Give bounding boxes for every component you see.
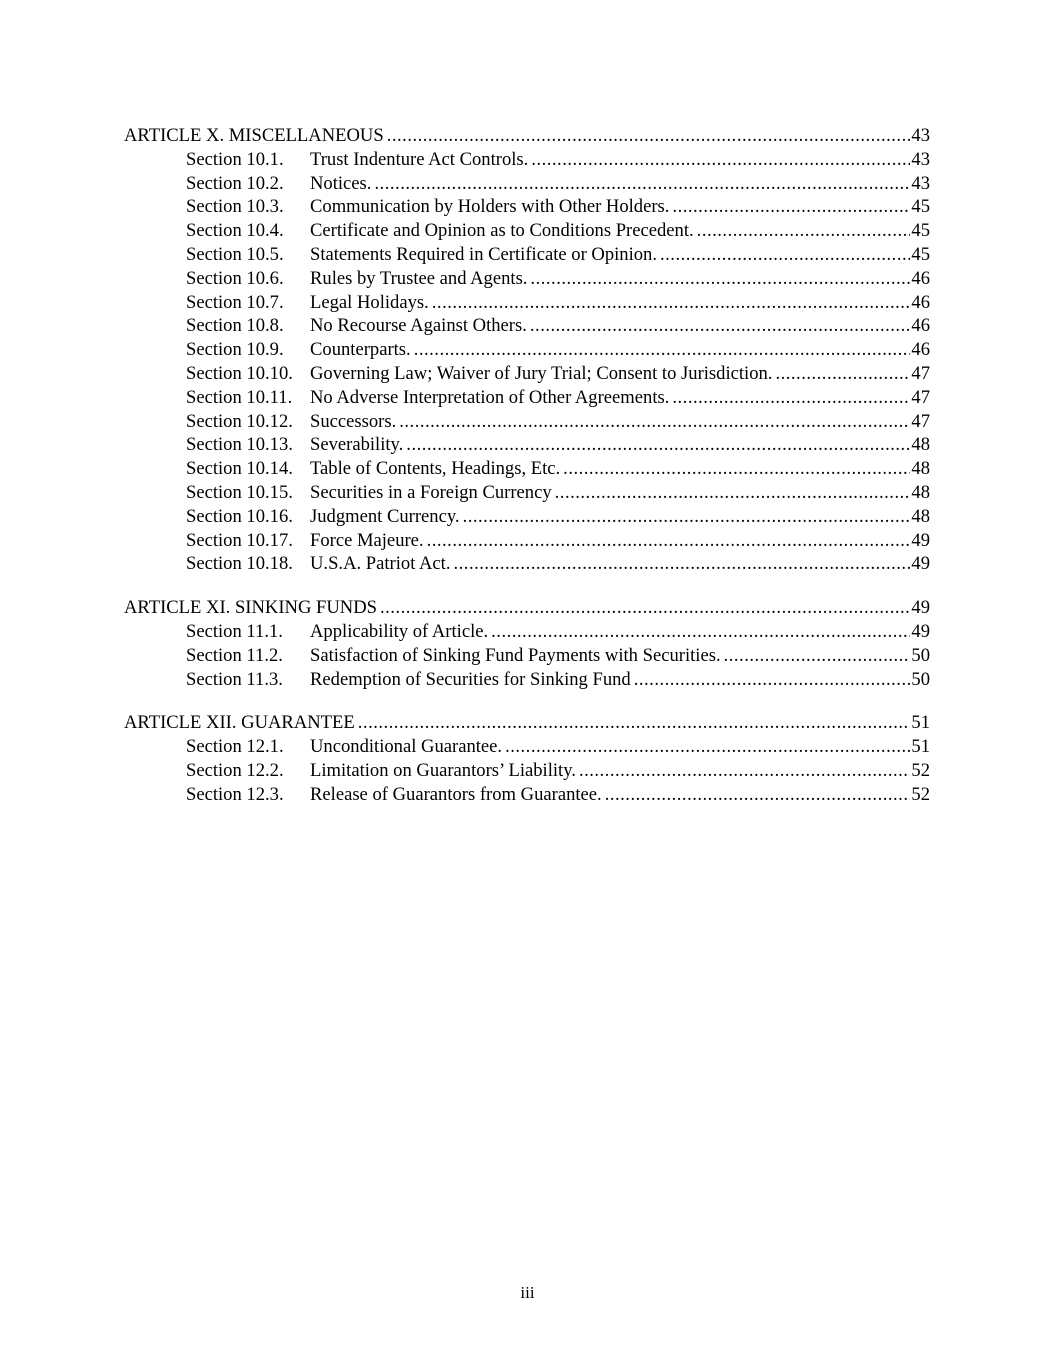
toc-section-entry[interactable] (124, 759, 930, 783)
toc-section-entry[interactable] (124, 362, 930, 386)
section-number: Section 10.10. (186, 362, 293, 384)
section-number: Section 10.4. (186, 220, 284, 242)
dot-leader (380, 596, 910, 620)
section-title: Applicability of Article. (310, 620, 489, 642)
dot-leader (530, 314, 911, 338)
section-number: Section 11.2. (186, 644, 283, 666)
toc-section-entry[interactable] (124, 735, 930, 759)
toc-section-entry[interactable] (124, 148, 930, 172)
section-page-number: 48 (911, 481, 930, 503)
dot-leader (427, 529, 911, 553)
section-number: Section 10.12. (186, 410, 293, 432)
toc-section-entry[interactable] (124, 314, 930, 338)
toc-article-entry[interactable] (124, 596, 930, 620)
dot-leader (406, 433, 910, 457)
toc-section-entry[interactable] (124, 433, 930, 457)
section-page-number: 47 (911, 386, 930, 408)
section-number: Section 10.8. (186, 315, 284, 337)
page-number-footer: iii (520, 1283, 535, 1302)
article-page-number: 49 (911, 597, 930, 619)
dot-leader (672, 386, 910, 410)
section-page-number: 49 (911, 529, 930, 551)
section-title: Notices. (310, 172, 372, 194)
section-number: Section 10.5. (186, 243, 284, 265)
section-number: Section 10.1. (186, 148, 284, 170)
section-title: Governing Law; Waiver of Jury Trial; Consent to Jurisdiction. (310, 362, 773, 384)
section-number: Section 12.3. (186, 783, 284, 805)
toc-section-entry[interactable] (124, 481, 930, 505)
section-title: Severability. (310, 434, 404, 456)
article-heading: ARTICLE XI. SINKING FUNDS (124, 597, 377, 619)
toc-article-entry[interactable] (124, 124, 930, 148)
section-page-number: 52 (911, 783, 930, 805)
section-number: Section 10.14. (186, 458, 293, 480)
section-page-number: 46 (911, 267, 930, 289)
section-page-number: 49 (911, 553, 930, 575)
section-page-number: 52 (911, 759, 930, 781)
dot-leader (634, 668, 911, 692)
dot-leader (505, 735, 910, 759)
section-title: Statements Required in Certificate or Opinion. (310, 243, 657, 265)
dot-leader (775, 362, 910, 386)
toc-section-entry[interactable] (124, 552, 930, 576)
toc-section-entry[interactable] (124, 529, 930, 553)
dot-leader (530, 267, 910, 291)
section-page-number: 48 (911, 458, 930, 480)
dot-leader (414, 338, 911, 362)
dot-leader (724, 644, 911, 668)
dot-leader (374, 172, 910, 196)
section-number: Section 10.6. (186, 267, 284, 289)
toc-section-entry[interactable] (124, 243, 930, 267)
toc-section-entry[interactable] (124, 783, 930, 807)
dot-leader (531, 148, 910, 172)
section-title: Certificate and Opinion as to Conditions Precedent. (310, 220, 694, 242)
section-title: Successors. (310, 410, 397, 432)
section-title: Redemption of Securities for Sinking Fund (310, 668, 631, 690)
dot-leader (605, 783, 911, 807)
section-title: Communication by Holders with Other Holders. (310, 196, 670, 218)
section-page-number: 48 (911, 505, 930, 527)
toc-section-entry[interactable] (124, 172, 930, 196)
section-number: Section 12.1. (186, 736, 284, 758)
toc-section-entry[interactable] (124, 195, 930, 219)
section-title: Satisfaction of Sinking Fund Payments with Securities. (310, 644, 721, 666)
section-number: Section 10.16. (186, 505, 293, 527)
dot-leader (563, 457, 910, 481)
section-number: Section 10.9. (186, 339, 284, 361)
article-spacer (124, 576, 930, 596)
section-number: Section 10.18. (186, 553, 293, 575)
article-page-number: 51 (911, 712, 930, 734)
article-heading: ARTICLE X. MISCELLANEOUS (124, 125, 384, 146)
section-page-number: 50 (911, 668, 930, 690)
toc-section-entry[interactable] (124, 505, 930, 529)
section-title: No Recourse Against Others. (310, 315, 527, 337)
toc-section-entry[interactable] (124, 267, 930, 291)
toc-article-entry[interactable] (124, 711, 930, 735)
dot-leader (432, 291, 911, 315)
toc-section-entry[interactable] (124, 620, 930, 644)
article-spacer (124, 691, 930, 711)
table-of-contents (124, 124, 930, 807)
section-title: Limitation on Guarantors’ Liability. (310, 759, 576, 781)
section-title: Legal Holidays. (310, 291, 429, 313)
dot-leader (358, 711, 911, 735)
section-title: U.S.A. Patriot Act. (310, 553, 451, 575)
toc-section-entry[interactable] (124, 386, 930, 410)
dot-leader (579, 759, 910, 783)
section-title: Rules by Trustee and Agents. (310, 267, 528, 289)
toc-section-entry[interactable] (124, 219, 930, 243)
section-page-number: 49 (911, 620, 930, 642)
article-page-number: 43 (911, 125, 930, 146)
section-number: Section 10.7. (186, 291, 284, 313)
section-page-number: 45 (911, 196, 930, 218)
section-number: Section 11.1. (186, 620, 283, 642)
section-page-number: 46 (911, 315, 930, 337)
section-number: Section 10.13. (186, 434, 293, 456)
section-page-number: 43 (911, 172, 930, 194)
dot-leader (697, 219, 911, 243)
dot-leader (660, 243, 910, 267)
toc-section-entry[interactable] (124, 668, 930, 692)
section-number: Section 10.2. (186, 172, 284, 194)
toc-section-entry[interactable] (124, 338, 930, 362)
section-page-number: 47 (911, 362, 930, 384)
section-page-number: 45 (911, 243, 930, 265)
toc-section-entry[interactable] (124, 457, 930, 481)
dot-leader (672, 195, 910, 219)
section-page-number: 47 (911, 410, 930, 432)
section-title: Securities in a Foreign Currency (310, 481, 552, 503)
dot-leader (555, 481, 911, 505)
section-page-number: 48 (911, 434, 930, 456)
dot-leader (387, 124, 911, 148)
toc-section-entry[interactable] (124, 291, 930, 315)
dot-leader (491, 620, 910, 644)
section-title: Trust Indenture Act Controls. (310, 148, 529, 170)
dot-leader (454, 552, 911, 576)
section-title: Counterparts. (310, 339, 411, 361)
section-number: Section 10.11. (186, 386, 293, 408)
section-title: No Adverse Interpretation of Other Agreements. (310, 386, 670, 408)
section-page-number: 51 (911, 736, 930, 758)
section-number: Section 12.2. (186, 759, 284, 781)
dot-leader (399, 410, 910, 434)
section-title: Unconditional Guarantee. (310, 736, 503, 758)
section-number: Section 10.17. (186, 529, 293, 551)
section-page-number: 46 (911, 339, 930, 361)
dot-leader (463, 505, 911, 529)
article-heading: ARTICLE XII. GUARANTEE (124, 712, 355, 734)
toc-section-entry[interactable] (124, 644, 930, 668)
section-page-number: 46 (911, 291, 930, 313)
section-page-number: 50 (911, 644, 930, 666)
section-title: Table of Contents, Headings, Etc. (310, 458, 561, 480)
section-number: Section 11.3. (186, 668, 283, 690)
section-number: Section 10.15. (186, 481, 293, 503)
section-number: Section 10.3. (186, 196, 284, 218)
section-page-number: 43 (911, 148, 930, 170)
section-title: Release of Guarantors from Guarantee. (310, 783, 602, 805)
section-title: Force Majeure. (310, 529, 424, 551)
section-title: Judgment Currency. (310, 505, 460, 527)
section-page-number: 45 (911, 220, 930, 242)
toc-section-entry[interactable] (124, 410, 930, 434)
